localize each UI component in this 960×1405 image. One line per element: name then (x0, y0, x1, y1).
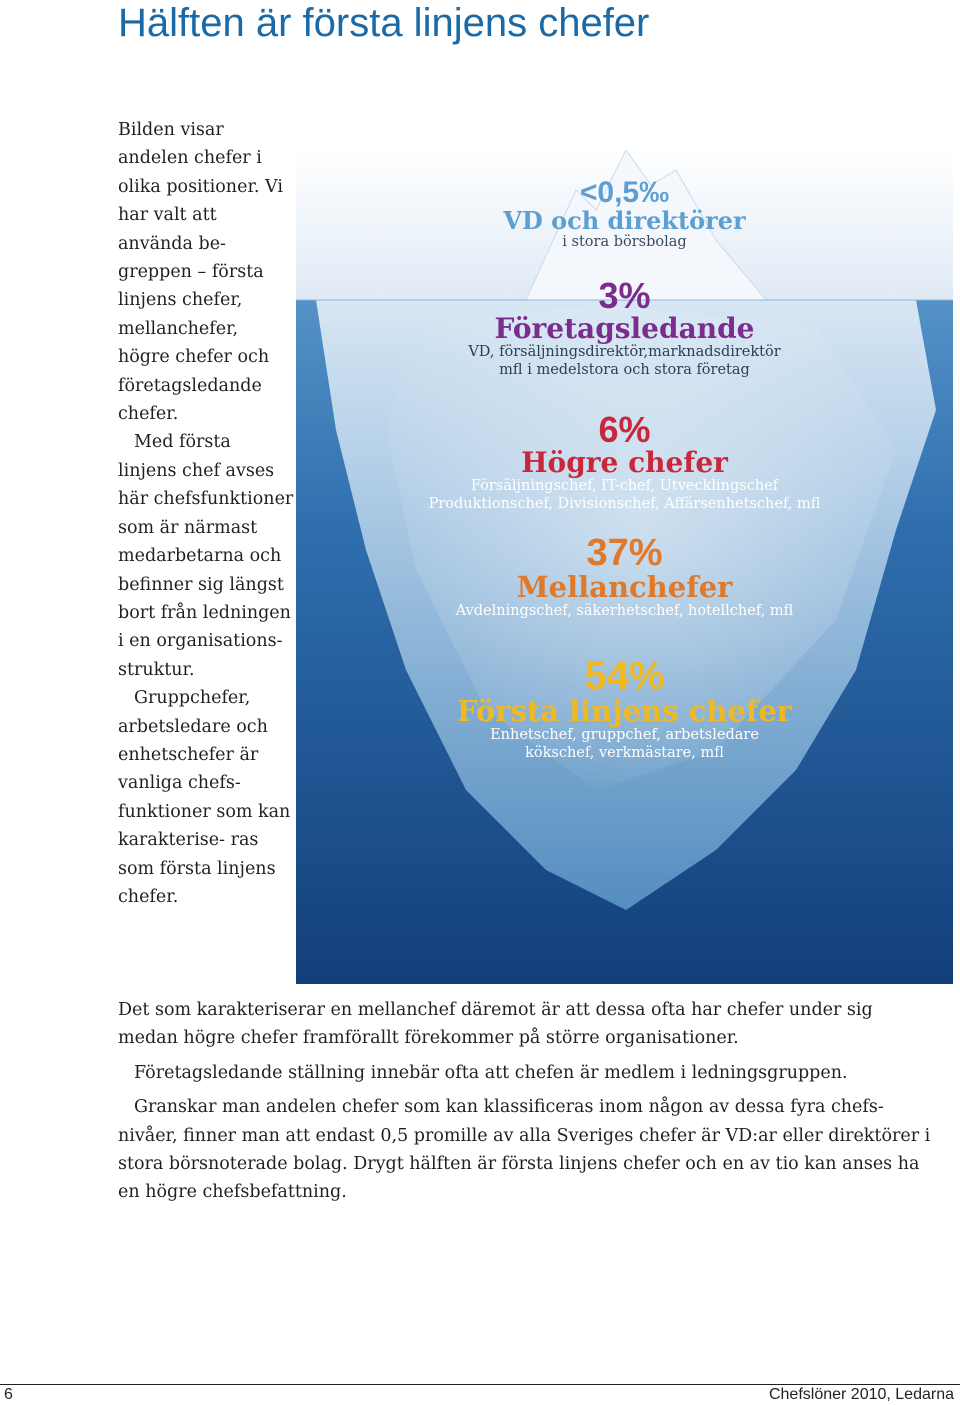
tier-percent: 6% (598, 409, 651, 450)
tier-level: Företagsledande (494, 312, 755, 345)
tier-percent: 3% (598, 275, 651, 316)
footer-divider (0, 1384, 960, 1385)
tier-forsta-linjens (296, 656, 953, 762)
tier-desc: Produktionschef, Divisionschef, Affärsenhetschef, mfl (428, 496, 821, 513)
publication-title: Chefslöner 2010, Ledarna (768, 1386, 954, 1403)
tier-foretagsledande (296, 275, 953, 379)
sidebar-text (118, 116, 294, 911)
tier-vd (296, 178, 953, 251)
body-text (118, 996, 938, 1213)
sidebar-paragraph: Gruppchefer, arbetsledare och enhetschefer är vanliga chefs- funktioner som kan karakterise- ras som första linjens chefer. (118, 688, 291, 907)
page-number: 6 (4, 1386, 13, 1403)
tier-desc: VD, försäljningsdirektör,marknadsdirektör (468, 344, 781, 361)
tier-desc: Avdelningschef, säkerhetschef, hotellchef, mfl (455, 603, 794, 620)
body-paragraph: Det som karakteriserar en mellanchef däremot är att dessa ofta har chefer under sig medan högre chefer framförallt förekommer på större organisationer. (118, 1000, 873, 1049)
page-title: Hälften är första linjens chefer (118, 1, 650, 45)
sidebar-paragraph: Bilden visar andelen chefer i olika positioner. Vi har valt att använda be- greppen – första linjens chefer, mellanchefer, högre chefer och företagsledande chefer. (118, 120, 283, 425)
tier-desc: kökschef, verkmästare, mfl (525, 745, 724, 762)
tier-percent: 37% (586, 532, 663, 574)
iceberg-figure (296, 150, 953, 984)
tier-level: VD och direktörer (503, 206, 746, 235)
tier-level: Högre chefer (521, 446, 728, 479)
tier-desc: mfl i medelstora och stora företag (499, 362, 750, 379)
tier-desc: i stora börsbolag (562, 234, 687, 251)
tier-desc: Försäljningschef, IT-chef, Utvecklingschef (470, 478, 779, 495)
sidebar-paragraph: Med första linjens chef avses här chefsfunktioner som är närmast medarbetarna och befinner sig längst bort från ledningen i en organisations- struktur. (118, 432, 294, 680)
tier-percent: 54% (584, 654, 665, 698)
body-paragraph: Företagsledande ställning innebär ofta att chefen är medlem i ledningsgruppen. (134, 1062, 848, 1083)
tier-percent: <0,5‰ (579, 176, 670, 209)
tier-desc: Enhetschef, gruppchef, arbetsledare (490, 727, 759, 744)
tier-level: Första linjens chefer (456, 694, 793, 728)
tier-hogre-chefer (296, 409, 953, 513)
tier-mellanchefer (296, 534, 953, 620)
tier-level: Mellanchefer (516, 570, 733, 604)
body-paragraph: Granskar man andelen chefer som kan klassificeras inom någon av dessa fyra chefs- nivåer, finner man att endast 0,5 promille av alla Sveriges chefer är VD:ar eller direktörer i stora börsnoterade bolag. Drygt hälften är första linjens chefer och en av tio kan anses ha en högre chefsbefattning. (118, 1097, 931, 1203)
